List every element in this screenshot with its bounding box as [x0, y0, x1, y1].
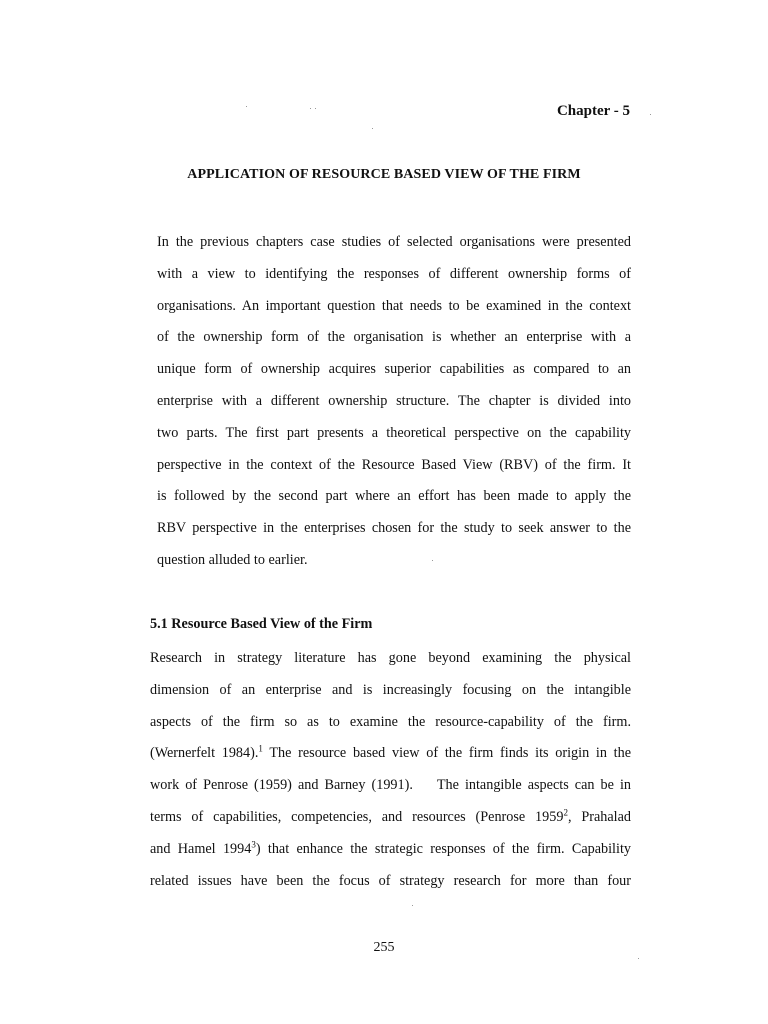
footnote-ref: 3: [251, 839, 256, 850]
text-line: perspective in the context of the Resource Based View (RBV) of the firm. It: [157, 456, 631, 473]
section-heading: 5.1 Resource Based View of the Firm: [150, 616, 373, 632]
text-line: RBV perspective in the enterprises chosen for the study to seek answer to the: [157, 520, 631, 537]
text-line: work of Penrose (1959) and Barney (1991). The intangible aspects can be in: [150, 777, 631, 794]
text-line: Research in strategy literature has gone beyond examining the physical: [150, 650, 631, 666]
scan-speck: [310, 108, 311, 109]
footnote-ref: 2: [563, 807, 568, 818]
text-run: The resource based view of the firm finds its origin in the: [262, 745, 631, 762]
footnote-ref: 1: [258, 743, 263, 754]
text-line: In the previous chapters case studies of selected organisations were presented: [157, 234, 631, 250]
scan-speck: [432, 560, 433, 561]
text-line: enterprise with a different ownership structure. The chapter is divided into: [157, 392, 631, 409]
text-line: unique form of ownership acquires superior capabilities as compared to an: [157, 361, 631, 378]
chapter-title: APPLICATION OF RESOURCE BASED VIEW OF THE FIRM: [187, 167, 581, 182]
text-line: two parts. The first part presents a theoretical perspective on the capability: [157, 424, 631, 441]
text-line: dimension of an enterprise and is increasingly focusing on the intangible: [150, 681, 631, 698]
intro-paragraph: [157, 227, 631, 577]
scan-speck: [315, 108, 316, 109]
text-line: organisations. An important question that needs to be examined in the context: [157, 297, 631, 314]
text-run: , Prahalad: [567, 808, 631, 825]
scan-speck: [372, 128, 373, 129]
text-run: ) that enhance the strategic responses of the firm. Capability: [255, 840, 631, 857]
text-run: terms of capabilities, competencies, and resources (Penrose 1959: [150, 808, 564, 825]
page-number: 255: [373, 940, 395, 955]
scan-speck: [650, 114, 651, 115]
scan-speck: [246, 106, 247, 107]
text-line: [150, 802, 631, 834]
text-line: aspects of the firm so as to examine the resource-capability of the firm.: [150, 713, 631, 730]
section-paragraph: [150, 643, 631, 897]
text-line: with a view to identifying the responses of different ownership forms of: [157, 265, 631, 282]
text-line: [150, 738, 631, 770]
text-line: is followed by the second part where an effort has been made to apply the: [157, 488, 631, 505]
text-line: [150, 834, 631, 866]
scan-speck: [638, 958, 639, 959]
text-line: of the ownership form of the organisation is whether an enterprise with a: [157, 329, 631, 346]
chapter-label: Chapter - 5: [556, 103, 630, 119]
text-line: related issues have been the focus of strategy research for more than four: [150, 872, 631, 889]
text-run: (Wernerfelt 1984).: [150, 745, 259, 762]
scan-speck: [412, 905, 413, 906]
text-line: question alluded to earlier.: [157, 551, 308, 568]
text-run: and Hamel 1994: [150, 840, 252, 857]
